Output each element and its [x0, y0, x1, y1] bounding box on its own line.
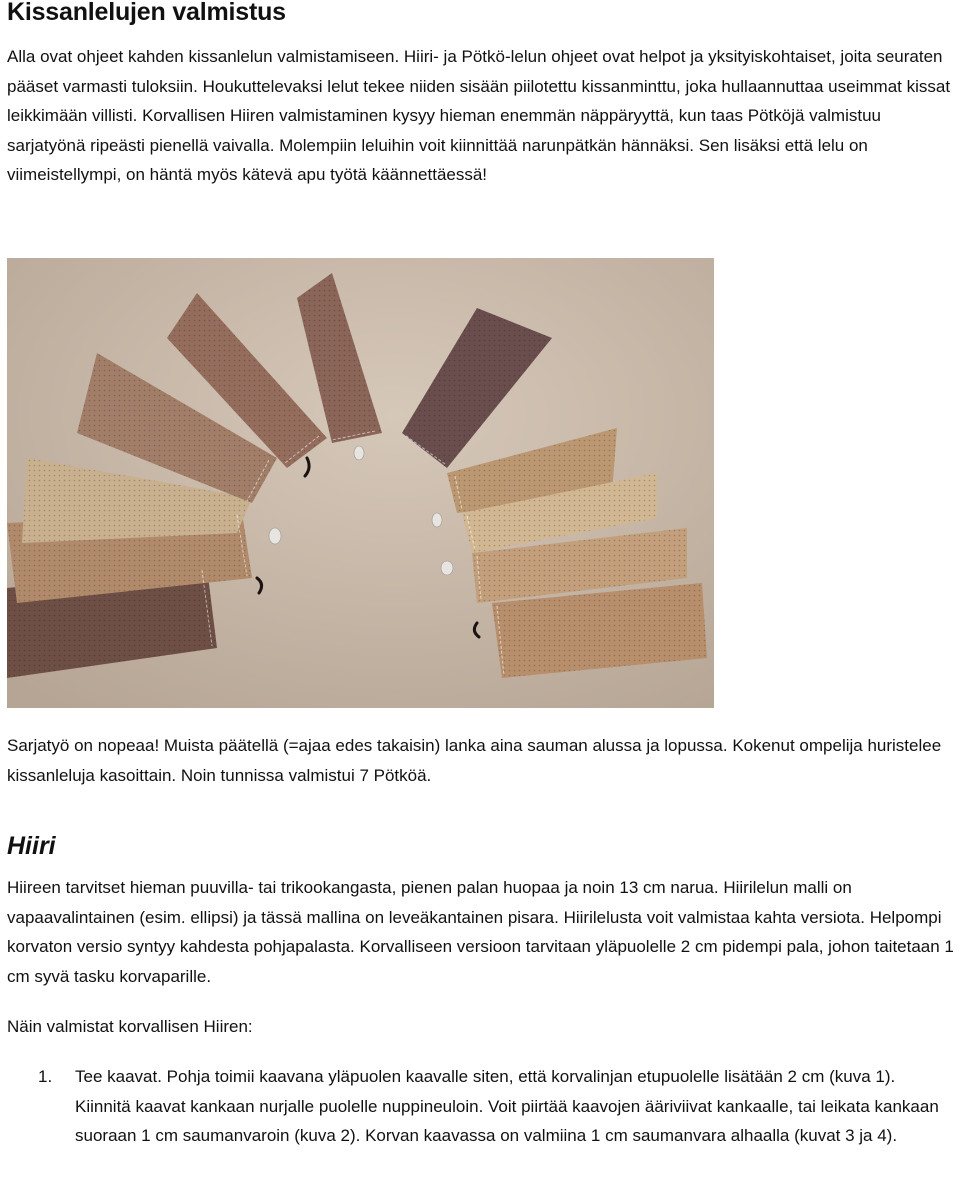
photo-illustration [7, 258, 714, 708]
page-title: Kissanlelujen valmistus [7, 0, 286, 26]
hiiri-paragraph: Hiireen tarvitset hieman puuvilla- tai trikookangasta, pienen palan huopaa ja noin 13 cm narua. Hiirilelun malli on vapaavalintainen (esim. ellipsi) ja tässä mallina on leveäkantainen pisara. Hiirilelusta voit valmistaa kahta versiota. Helpompi korvaton versio syntyy kahdesta pohjapalasta. Korvalliseen versioon tarvitaan yläpuolelle 2 cm pidempi pala, johon taitetaan 1 cm syvä tasku korvaparille. [7, 878, 954, 986]
intro-paragraph: Alla ovat ohjeet kahden kissanlelun valmistamiseen. Hiiri- ja Pötkö-lelun ohjeet ovat helpot ja yksityiskohtaiset, joita seuraten pääset varmasti tuloksiin. Houkuttelevaksi lelut tekee niiden sisään piilotettu kissanminttu, joka hullaannuttaa useimmat kissat leikkimään villisti. Korvallisen Hiiren valmistaminen kysyy hieman enemmän näppäryyttä, kun taas Pötköjä valmistuu sarjatyönä ripeästi pienellä vaivalla. Molempiin leluihin voit kiinnittää narunpätkän hännäksi. Sen lisäksi että lelu on viimeistellympi, on häntä myös kätevä apu työtä käännettäessä! [7, 47, 951, 184]
steps-lead: Näin valmistat korvallisen Hiiren: [7, 1017, 253, 1036]
list-item [0, 1062, 955, 1151]
section-title-hiiri: Hiiri [7, 832, 56, 860]
step-number: 1. [38, 1067, 53, 1086]
photo-cat-toys [7, 258, 714, 708]
step-text: Tee kaavat. Pohja toimii kaavana yläpuolen kaavalle siten, että korvalinjan etupuolelle lisätään 2 cm (kuva 1). Kiinnitä kaavat kankaan nurjalle puolelle nuppineuloin. Voit piirtää kaavojen ääriviivat kankaalle, tai leikata kankaan suoraan 1 cm saumanvaroin (kuva 2). Korvan kaavassa on valmiina 1 cm saumanvara alhaalla (kuvat 3 ja 4). [75, 1067, 939, 1145]
steps-list [0, 1062, 955, 1151]
photo-caption: Sarjatyö on nopeaa! Muista päätellä (=ajaa edes takaisin) lanka aina sauman alussa ja lopussa. Kokenut ompelija huristelee kissanleluja kasoittain. Noin tunnissa valmistui 7 Pötköä. [7, 736, 942, 785]
